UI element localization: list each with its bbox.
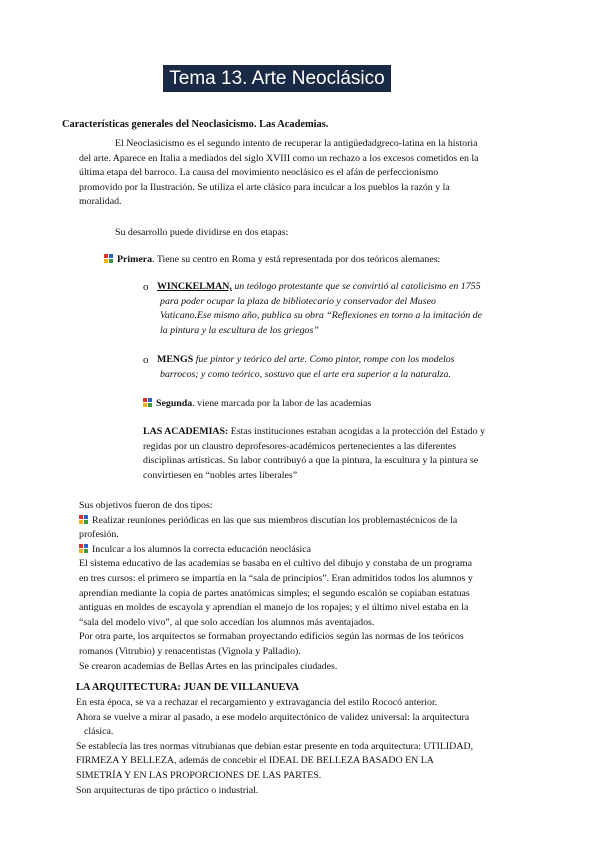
colored-bullet-icon (79, 515, 88, 524)
sistema-line: antiguas en moldes de escayola y aprendían el manejo de los ropajes; y el último nivel estaba en la (79, 602, 469, 614)
stage-segunda-label: Segunda (156, 398, 193, 409)
page-title: Tema 13. Arte Neoclásico (163, 65, 391, 92)
arquitectura-line: Ahora se vuelve a mirar al pasado, a ese modelo arquitectónico de validez universal: la arquitectura (76, 711, 470, 723)
winckelman-name: WINCKELMAN, (157, 281, 232, 292)
winckelman-line: Vaticano.Ese mismo año, publica su obra “Reflexiones en torno a la imitación de (160, 310, 482, 322)
objetivos-block (79, 499, 539, 674)
stages-intro: Su desarrollo puede dividirse en dos etapas: (115, 227, 289, 238)
circle-bullet-icon: o (143, 354, 149, 366)
intro-paragraph (79, 137, 533, 210)
intro-line: El Neoclasicismo es el segundo intento de recuperar la antigüedadgreco-latina en la historia (115, 138, 478, 149)
sistema-line: Por otra parte, los arquitectos se formaban proyectando edificios según las normas de los teóricos (79, 631, 464, 643)
intro-line: última etapa del barroco. La causa del movimiento neoclásico es el afán de perfeccionismo (79, 167, 439, 179)
objetivo-line: Inculcar a los alumnos la correcta educación neoclásica (92, 543, 312, 555)
intro-line: del arte. Aparece en Italia a mediados del siglo XVIII como un rechazo a los excesos cometidos en la (79, 152, 479, 164)
arquitectura-line: clásica. (84, 726, 114, 738)
colored-bullet-icon (143, 398, 152, 407)
objetivo-line: profesión. (79, 529, 119, 541)
circle-bullet-icon: o (143, 281, 149, 293)
stage-segunda-text: . viene marcada por la labor de las academias (192, 398, 372, 409)
arquitectura-last-line: Son arquitecturas de tipo práctico o industrial. (76, 784, 259, 796)
mengs-line: barrocos; y como teórico, sostuvo que el arte era superior a la naturalza. (160, 368, 451, 380)
arquitectura-block (76, 696, 534, 798)
sistema-line: Se crearon academias de Bellas Artes en las principales ciudades. (79, 660, 338, 672)
academias-line: disciplinas artísticas. Su labor contribuyó a que la pintura, la escultura y la pintura se (143, 455, 479, 467)
academias-line: regidas por un claustro deprofesores-académicos pertenecientes a las diferentes (143, 440, 457, 452)
section-heading-arquitectura: LA ARQUITECTURA: JUAN DE VILLANUEVA (76, 682, 300, 693)
stage-segunda (143, 397, 371, 412)
section-heading-caracteristicas: Características generales del Neoclasicismo. Las Academias. (62, 119, 329, 130)
mengs-item (157, 353, 537, 382)
academias-line: Estas instituciones estaban acogidas a la protección del Estado y (228, 426, 486, 437)
sistema-line: El sistema educativo de las academias se basaba en el cultivo del dibujo y constaba de un programa (79, 558, 472, 570)
sistema-line: romanos (Vitrubio) y renacentistas (Vignola y Palladio). (79, 645, 301, 657)
stage-primera (104, 253, 440, 268)
winckelman-item (157, 280, 537, 338)
stage-primera-label: Primera (117, 254, 153, 265)
academias-line: convirtiesen en “nobles artes liberales” (143, 469, 298, 481)
mengs-line: fue pintor y teórico del arte. Como pintor, rompe con los modelos (193, 354, 455, 365)
colored-bullet-icon (79, 544, 88, 553)
winckelman-line: para poder ocupar la plaza de bibliotecario y conservador del Museo (160, 295, 436, 307)
objetivo-line: Realizar reuniones periódicas en las que sus miembros discutían los problemastécnicos de la (92, 514, 458, 526)
stage-primera-text: . Tiene su centro en Roma y está representada por dos teóricos alemanes: (152, 254, 441, 265)
objetivos-intro: Sus objetivos fueron de dos tipos: (79, 500, 213, 511)
normas-line: Se establecía las tres normas vitrubianas que debían estar presente en toda arquitectura: UTILIDAD, (76, 740, 474, 752)
colored-bullet-icon (104, 254, 113, 263)
academias-label: LAS ACADEMIAS: (143, 426, 229, 437)
sistema-line: en tres cursos: el primero se impartía en la “sala de principios”. Eran admitidos todos los alumnos y (79, 572, 473, 584)
arquitectura-line: En esta época, se va a rechazar el recargamiento y extravagancia del estilo Rococó anterior. (76, 697, 438, 708)
intro-line: moralidad. (79, 196, 122, 208)
intro-line: promovido por la Ilustración. Se utiliza el arte clásico para inculcar a los pueblos la razón y la (79, 181, 450, 193)
sistema-line: “sala del modelo vivo”, al que solo accedían los alumnos más aventajados. (79, 616, 375, 628)
sistema-line: aprendían mediante la copia de partes anatómicas simples; el segundo escalón se copiaban estatuas (79, 587, 470, 599)
normas-line: SIMETRÍA Y EN LAS PROPORCIONES DE LAS PARTES. (76, 769, 322, 781)
winckelman-line: la pintura y la escultura de los griegos” (160, 324, 319, 336)
winckelman-line: un teólogo protestante que se convirtió al catolicismo en 1755 (231, 281, 481, 292)
mengs-name: MENGS (157, 354, 194, 365)
normas-line: FIRMEZA Y BELLEZA, además de concebir el IDEAL DE BELLEZA BASADO EN LA (76, 755, 434, 767)
academias-paragraph (143, 425, 527, 483)
